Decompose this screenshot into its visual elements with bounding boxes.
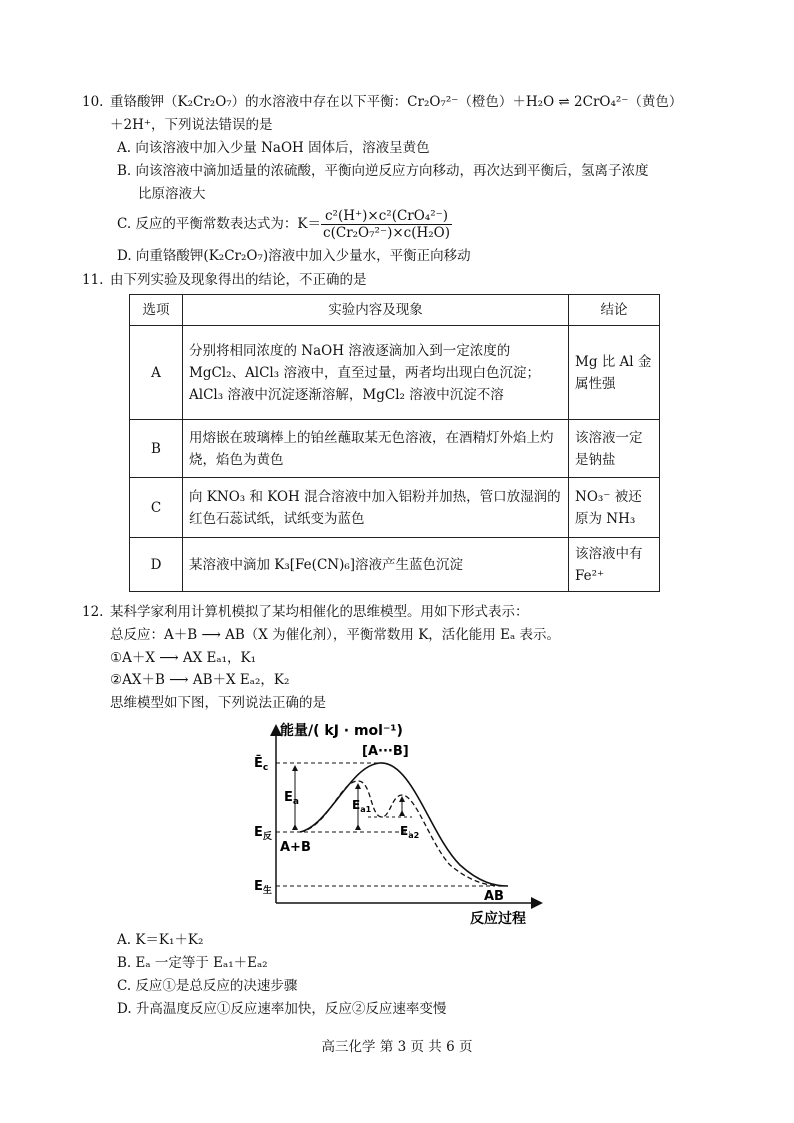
row-conclusion: Mg 比 Al 金属性强 bbox=[569, 326, 660, 420]
row-option: B bbox=[130, 420, 183, 478]
row-experiment: 用熔嵌在玻璃棒上的铂丝蘸取某无色溶液，在酒精灯外焰上灼烧，焰色为黄色 bbox=[183, 420, 569, 478]
ea-label: $E_a$ bbox=[284, 790, 299, 807]
q10-option-b-line1: B. 向该溶液中滴加适量的浓硫酸，平衡向逆反应方向移动，再次达到平衡后，氢离子浓度 bbox=[117, 163, 649, 179]
header-option: 选项 bbox=[130, 295, 183, 326]
q12-option-d: D. 升高温度反应①反应速率加快，反应②反应速率变慢 bbox=[117, 1001, 447, 1017]
row-experiment: 某溶液中滴加 K₃[Fe(CN)₆]溶液产生蓝色沉淀 bbox=[183, 538, 569, 592]
q10-stem-line1: 重铬酸钾（K₂Cr₂O₇）的水溶液中存在以下平衡：Cr₂O₇²⁻（橙色）＋H₂O ⇌ 2CrO₄²⁻（黄色） bbox=[110, 94, 683, 110]
q11-number: 11. bbox=[82, 272, 104, 288]
row-conclusion: 该溶液中有 Fe²⁺ bbox=[569, 538, 660, 592]
ea2-label: $E_{a2}$ bbox=[400, 824, 420, 840]
fraction-denominator: c(Cr₂O₇²⁻)×c(H₂O) bbox=[323, 225, 450, 241]
page-footer: 高三化学 第 3 页 共 6 页 bbox=[321, 1039, 473, 1055]
experiment-table bbox=[129, 294, 660, 592]
row-conclusion: NO₃⁻ 被还原为 NH₃ bbox=[569, 478, 660, 538]
q12-option-c: C. 反应①是总反应的决速步骤 bbox=[117, 978, 298, 994]
product-label: AB bbox=[484, 889, 504, 904]
q12-stem-line1: 某科学家利用计算机模拟了某均相催化的思维模型。用如下形式表示： bbox=[110, 604, 529, 620]
q12-stem-line3: 思维模型如下图，下列说法正确的是 bbox=[110, 695, 326, 711]
equilibrium-constant-fraction bbox=[321, 208, 452, 241]
fraction-numerator: c²(H⁺)×c²(CrO₄²⁻) bbox=[321, 208, 452, 225]
x-axis-label: 反应过程 bbox=[470, 911, 526, 927]
q10-option-c bbox=[117, 206, 452, 242]
efan-label: $E_反$ bbox=[254, 825, 272, 842]
q11-stem: 由下列实验及现象得出的结论，不正确的是 bbox=[110, 272, 367, 288]
row-option: A bbox=[130, 326, 183, 420]
row-experiment: 分别将相同浓度的 NaOH 溶液逐滴加入到一定浓度的 MgCl₂、AlCl₃ 溶液中，直至过量，两者均出现白色沉淀；AlCl₃ 溶液中沉淀逐渐溶解，MgCl₂ 溶液中沉淀不溶 bbox=[183, 326, 569, 420]
q10-stem-line2: ＋2H⁺，下列说法错误的是 bbox=[110, 117, 273, 133]
table-row bbox=[130, 326, 660, 420]
header-experiment: 实验内容及现象 bbox=[183, 295, 569, 326]
row-experiment: 向 KNO₃ 和 KOH 混合溶液中加入铝粉并加热，管口放湿润的红色石蕊试纸，试纸变为蓝色 bbox=[183, 478, 569, 538]
row-conclusion: 该溶液一定是钠盐 bbox=[569, 420, 660, 478]
q12-option-b: B. Eₐ 一定等于 Eₐ₁＋Eₐ₂ bbox=[117, 955, 268, 971]
q10-option-d: D. 向重铬酸钾(K₂Cr₂O₇)溶液中加入少量水，平衡正向移动 bbox=[117, 248, 471, 264]
q10-option-a: A. 向该溶液中加入少量 NaOH 固体后，溶液呈黄色 bbox=[117, 140, 430, 156]
energy-diagram bbox=[240, 715, 560, 930]
q12-number: 12. bbox=[82, 604, 104, 620]
q12-step1: ①A＋X ⟶ AX Eₐ₁，K₁ bbox=[110, 650, 257, 666]
table-row bbox=[130, 420, 660, 478]
row-option: D bbox=[130, 538, 183, 592]
y-axis-label: 能量/( kJ · mol⁻¹) bbox=[280, 723, 403, 739]
header-conclusion: 结论 bbox=[569, 295, 660, 326]
q12-step2: ②AX＋B ⟶ AB＋X Eₐ₂，K₂ bbox=[110, 672, 290, 688]
table-header-row bbox=[130, 295, 660, 326]
q12-stem-line2: 总反应：A＋B ⟶ AB（X 为催化剂），平衡常数用 K，活化能用 Eₐ 表示。 bbox=[110, 627, 560, 643]
esheng-label: $E_生$ bbox=[254, 879, 272, 896]
row-option: C bbox=[130, 478, 183, 538]
ea1-label: $E_{a1}$ bbox=[352, 798, 372, 814]
ec-label: $Ē_c$ bbox=[254, 756, 269, 773]
transition-state-label: [A···B] bbox=[362, 744, 409, 759]
table-row bbox=[130, 538, 660, 592]
table-row bbox=[130, 478, 660, 538]
q12-option-a: A. K＝K₁＋K₂ bbox=[117, 932, 204, 948]
q10-option-b-line2: 比原溶液大 bbox=[138, 186, 206, 202]
q10-number: 10. bbox=[82, 94, 104, 110]
q10-option-c-prefix: C. 反应的平衡常数表达式为：K＝ bbox=[117, 216, 322, 232]
reactant-label: A+B bbox=[280, 840, 311, 855]
